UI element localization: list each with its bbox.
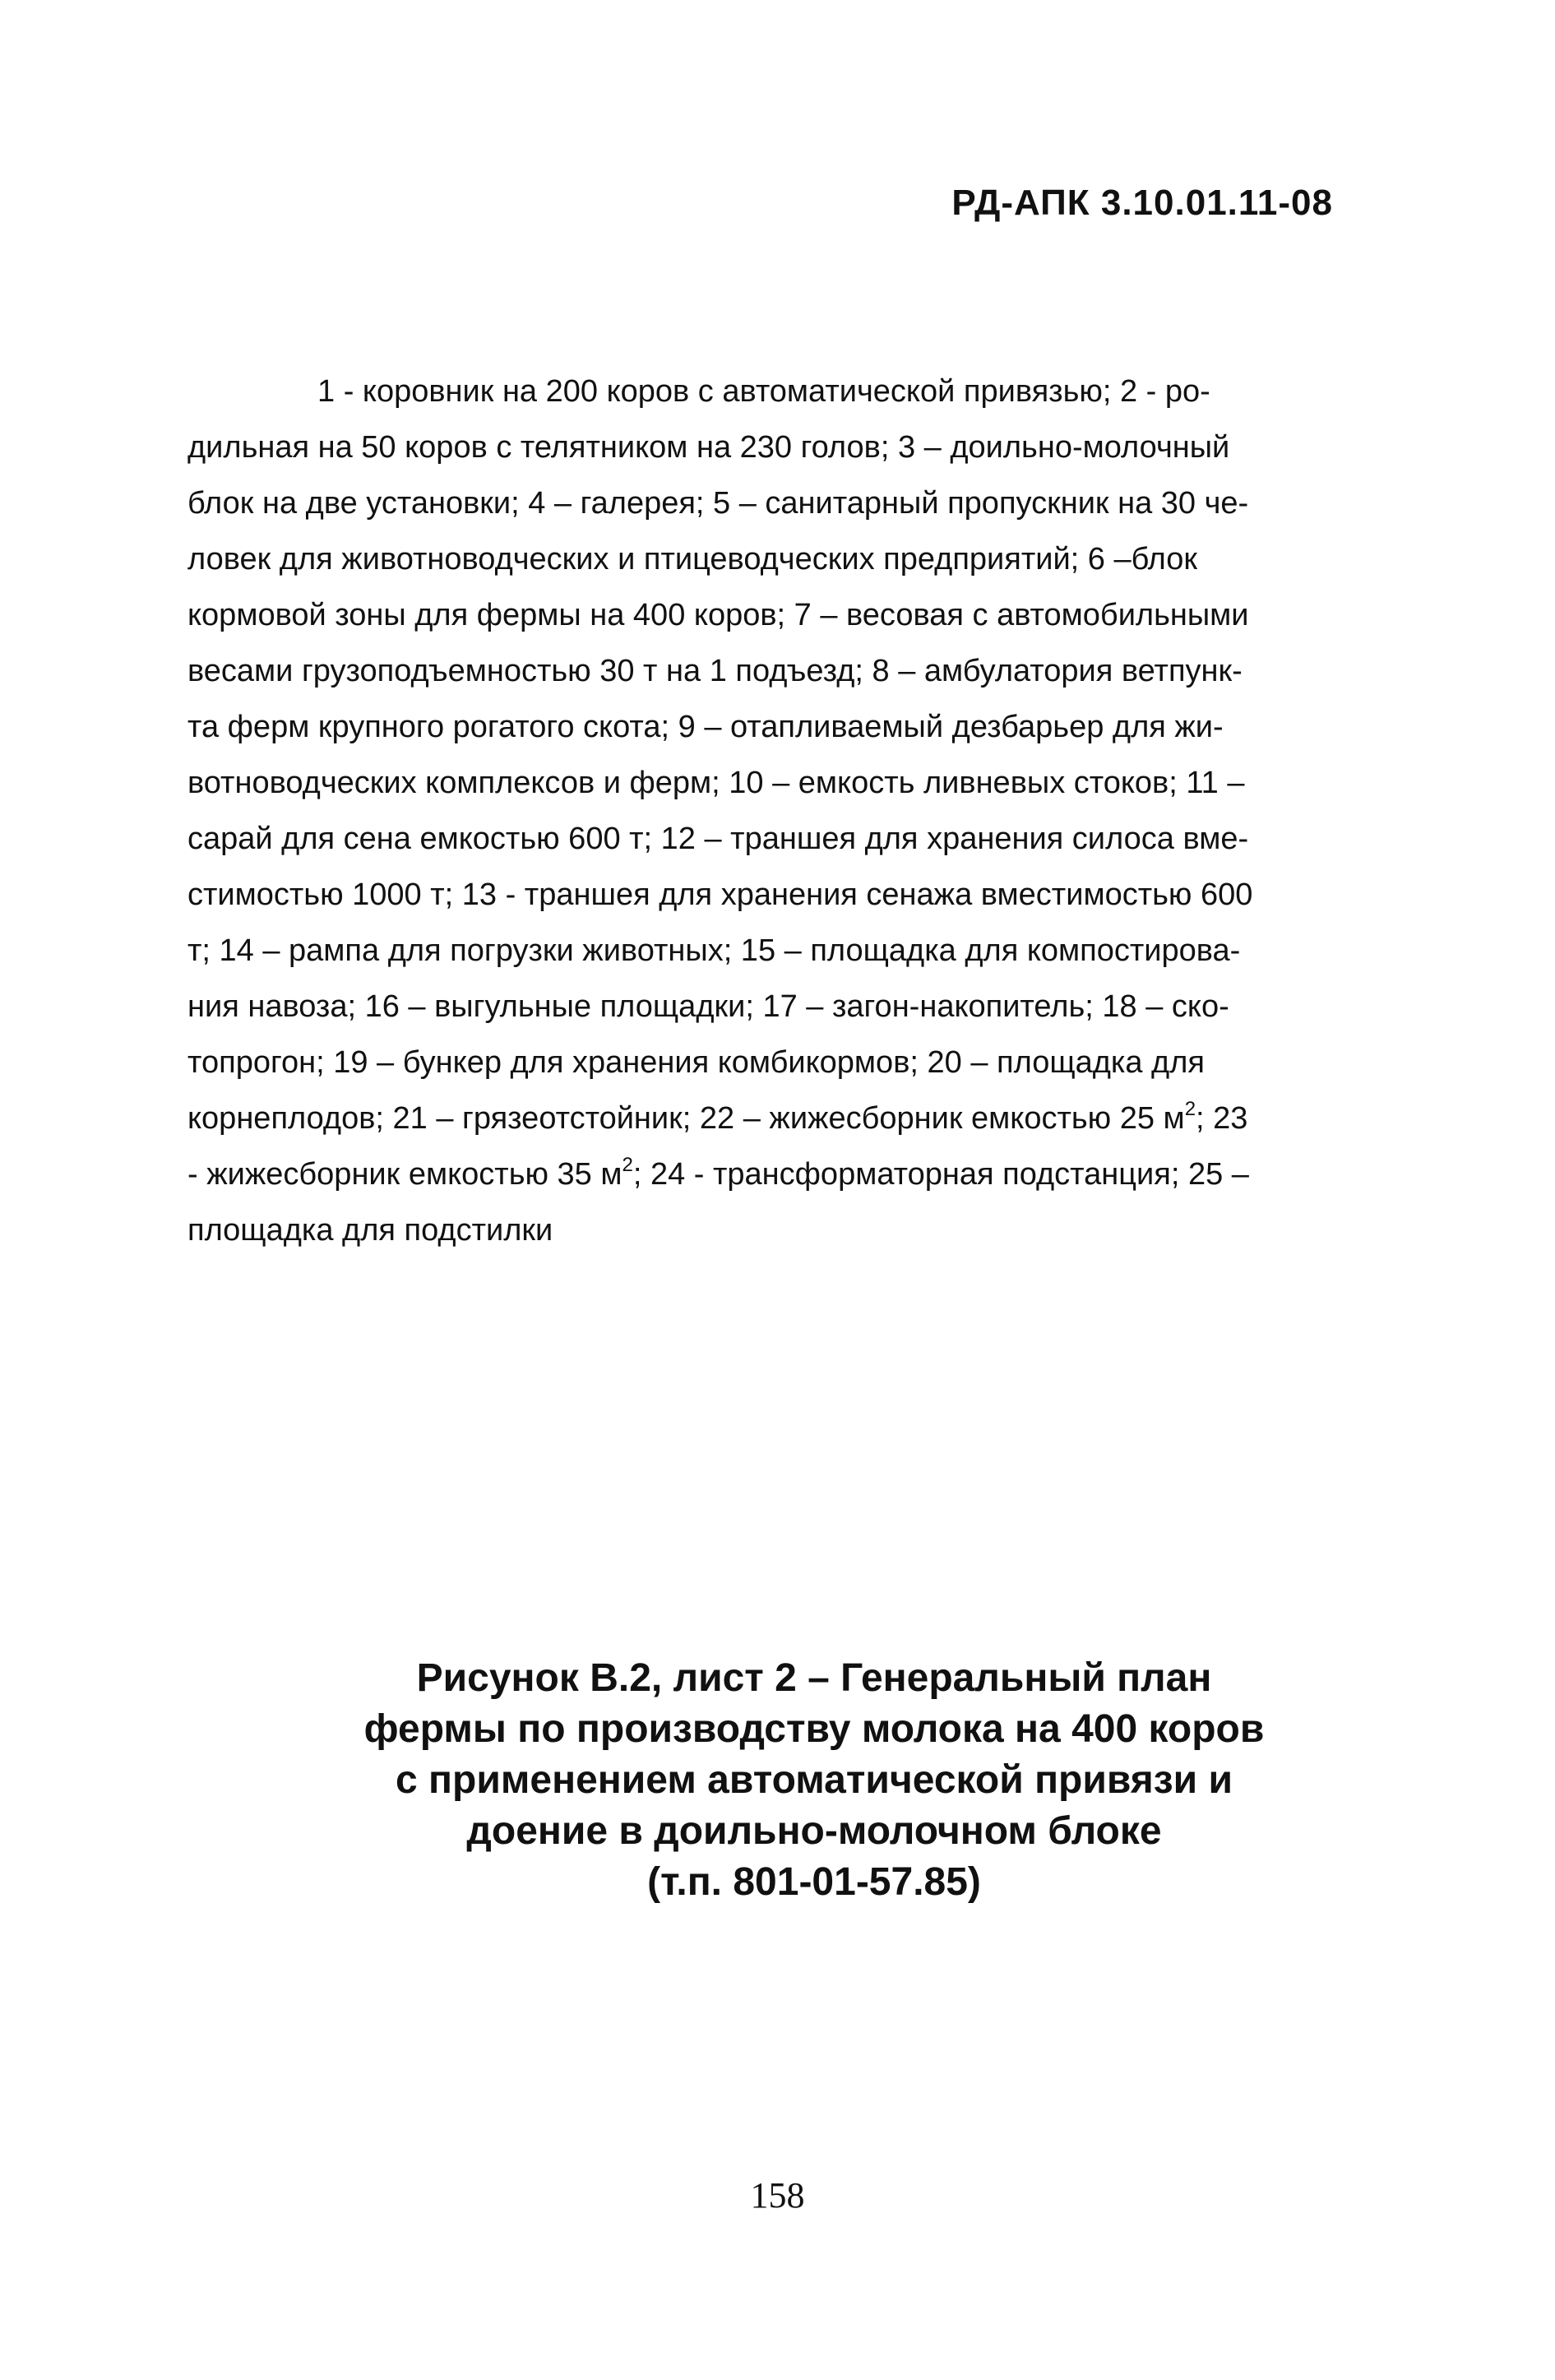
legend-line: кормовой зоны для фермы на 400 коров; 7 – весовая с автомобильными [187, 598, 1249, 632]
legend-text-fragment: ; 24 - трансформаторная подстанция; 25 – [632, 1157, 1249, 1192]
page-number: 158 [750, 2175, 805, 2216]
legend-line: стимостью 1000 т; 13 - траншея для хранения сенажа вместимостью 600 [187, 877, 1253, 912]
caption-line: Рисунок В.2, лист 2 – Генеральный план [416, 1656, 1212, 1700]
caption-line: (т.п. 801-01-57.85) [647, 1860, 981, 1904]
caption-line: с применением автоматической привязи и [396, 1758, 1233, 1802]
legend-text-fragment: - жижесборник емкостью 35 м [187, 1157, 622, 1192]
legend-line: ловек для животноводческих и птицеводческих предприятий; 6 –блок [187, 542, 1198, 576]
legend-line: вотноводческих комплексов и ферм; 10 – емкость ливневых стоков; 11 – [187, 766, 1245, 800]
legend-text-fragment: корнеплодов; 21 – грязеотстойник; 22 – жижесборник емкостью 25 м [187, 1101, 1185, 1136]
superscript: 2 [1184, 1098, 1196, 1120]
legend-line: весами грузоподъемностью 30 т на 1 подъезд; 8 – амбулатория ветпунк- [187, 654, 1243, 688]
legend-line: т; 14 – рампа для погрузки животных; 15 – площадка для компостирова- [187, 933, 1241, 968]
legend-line: дильная на 50 коров с телятником на 230 голов; 3 – доильно-молочный [187, 430, 1230, 465]
legend-line: ния навоза; 16 – выгульные площадки; 17 – загон-накопитель; 18 – ско- [187, 989, 1229, 1024]
legend-line: блок на две установки; 4 – галерея; 5 – санитарный пропускник на 30 че- [187, 486, 1249, 521]
legend-line: топрогон; 19 – бункер для хранения комбикормов; 20 – площадка для [187, 1045, 1205, 1080]
legend-line: площадка для подстилки [187, 1213, 553, 1248]
legend-text [187, 363, 1354, 1258]
legend-text-fragment: ; 23 [1196, 1101, 1248, 1136]
figure-caption [329, 1653, 1299, 1908]
legend-line: сарай для сена емкостью 600 т; 12 – траншея для хранения силоса вме- [187, 822, 1249, 856]
legend-line: 1 - коровник на 200 коров с автоматической привязью; 2 - ро- [317, 374, 1210, 409]
document-code: РД-АПК 3.10.01.11-08 [951, 183, 1333, 223]
legend-line [187, 1146, 1354, 1202]
legend-line: та ферм крупного рогатого скота; 9 – отапливаемый дезбарьер для жи- [187, 710, 1224, 744]
legend-line [187, 1090, 1354, 1146]
caption-line: доение в доильно-молочном блоке [466, 1809, 1162, 1853]
superscript: 2 [622, 1154, 633, 1176]
caption-line: фермы по производству молока на 400 коров [363, 1707, 1265, 1751]
